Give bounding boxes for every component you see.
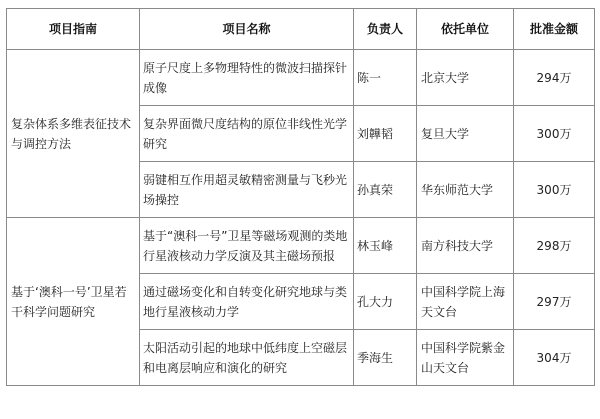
leader-cell: 林玉峰 (354, 218, 417, 274)
amount-cell: 298万 (514, 218, 595, 274)
header-row (7, 9, 595, 50)
projects-table (6, 8, 595, 386)
table-row (7, 50, 595, 106)
unit-cell: 北京大学 (417, 50, 514, 106)
project-name-cell: 太阳活动引起的地球中低纬度上空磁层和电离层响应和演化的研究 (140, 330, 354, 386)
project-name-cell: 弱键相互作用超灵敏精密测量与飞秒光场操控 (140, 162, 354, 218)
amount-cell: 294万 (514, 50, 595, 106)
amount-cell: 304万 (514, 330, 595, 386)
project-name-cell: 基于“澳科一号”卫星等磁场观测的类地行星液核动力学反演及其主磁场预报 (140, 218, 354, 274)
leader-cell: 孔大力 (354, 274, 417, 330)
unit-cell: 复旦大学 (417, 106, 514, 162)
table-row (7, 218, 595, 274)
unit-cell: 中国科学院上海天文台 (417, 274, 514, 330)
leader-cell: 陈一 (354, 50, 417, 106)
project-name-cell: 通过磁场变化和自转变化研究地球与类地行星液核动力学 (140, 274, 354, 330)
project-name-cell: 复杂界面微尺度结构的原位非线性光学研究 (140, 106, 354, 162)
amount-cell: 297万 (514, 274, 595, 330)
unit-cell: 华东师范大学 (417, 162, 514, 218)
leader-cell: 孙真荣 (354, 162, 417, 218)
guide-cell: 基于‘澳科一号’卫星若干科学问题研究 (7, 218, 140, 386)
header-amount: 批准金额 (514, 9, 595, 50)
unit-cell: 中国科学院紫金山天文台 (417, 330, 514, 386)
amount-cell: 300万 (514, 162, 595, 218)
amount-cell: 300万 (514, 106, 595, 162)
header-project-name: 项目名称 (140, 9, 354, 50)
leader-cell: 刘韡韬 (354, 106, 417, 162)
leader-cell: 季海生 (354, 330, 417, 386)
header-unit: 依托单位 (417, 9, 514, 50)
header-guide: 项目指南 (7, 9, 140, 50)
header-leader: 负责人 (354, 9, 417, 50)
guide-cell: 复杂体系多维表征技术与调控方法 (7, 50, 140, 218)
project-name-cell: 原子尺度上多物理特性的微波扫描探针成像 (140, 50, 354, 106)
unit-cell: 南方科技大学 (417, 218, 514, 274)
